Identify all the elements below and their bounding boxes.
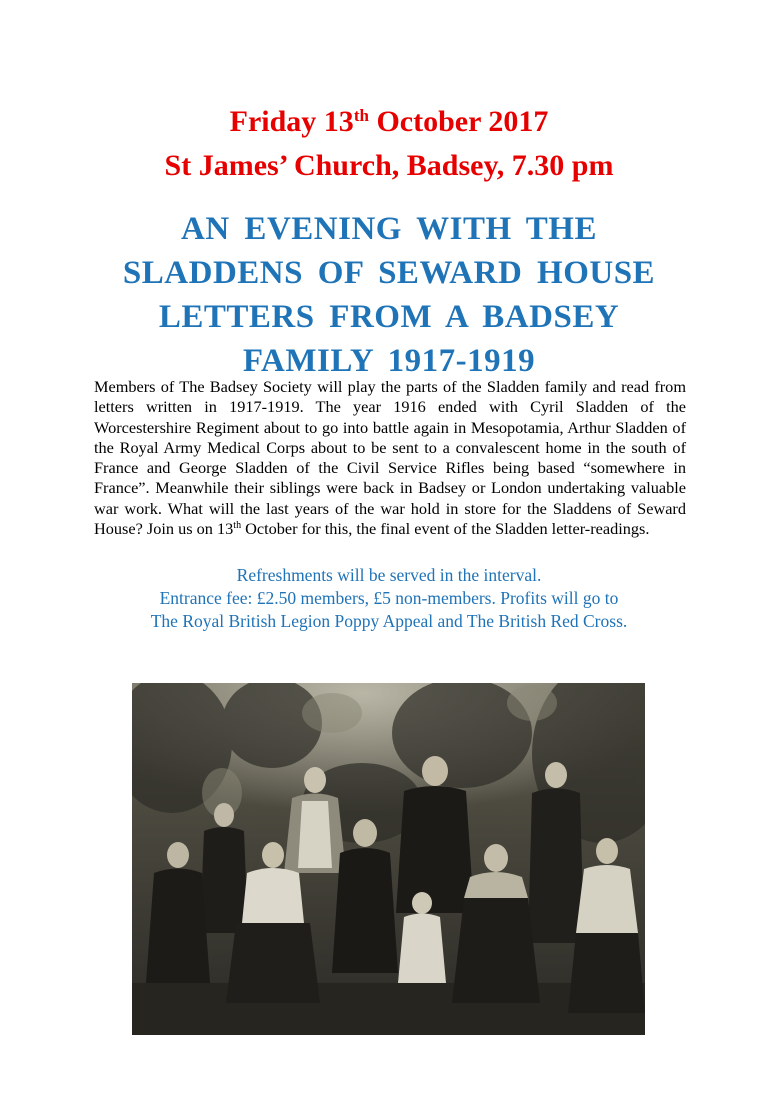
family-photograph [132, 683, 645, 1035]
event-venue: St James’ Church, Badsey, 7.30 pm [164, 149, 614, 182]
charities-note: The Royal British Legion Poppy Appeal and The British Red Cross. [150, 611, 628, 631]
title-line: SLADDENS OF SEWARD HOUSE [122, 255, 656, 291]
event-title [0, 207, 778, 383]
title-line: FAMILY 1917-1919 [242, 343, 536, 379]
event-header [0, 100, 778, 188]
event-description: Members of The Badsey Society will play the parts of the Sladden family and read from letters written in 1917-1919. The year 1916 ended with Cyril Sladden of the Worcestershire Regiment about to go into battle again in Mesopotamia, Arthur Sladden of the Royal Army Medical Corps about to be sent to a convalescent home in the south of France and George Sladden of the Civil Service Rifles being based “somewhere in France”. Meanwhile their siblings were back in Badsey or London undertaking valuable war work. What will the last years of the war hold in store for the Sladdens of Seward House? Join us on 13th October for this, the final event of the Sladden letter-readings. [94, 377, 686, 539]
entrance-fee: Entrance fee: £2.50 members, £5 non-members. Profits will go to [159, 588, 619, 608]
refreshments-note: Refreshments will be served in the interval. [236, 565, 542, 585]
title-line: LETTERS FROM A BADSEY [158, 299, 620, 335]
event-date: Friday 13th October 2017 [229, 105, 549, 138]
event-info [0, 564, 778, 633]
title-line: AN EVENING WITH THE [181, 211, 597, 247]
